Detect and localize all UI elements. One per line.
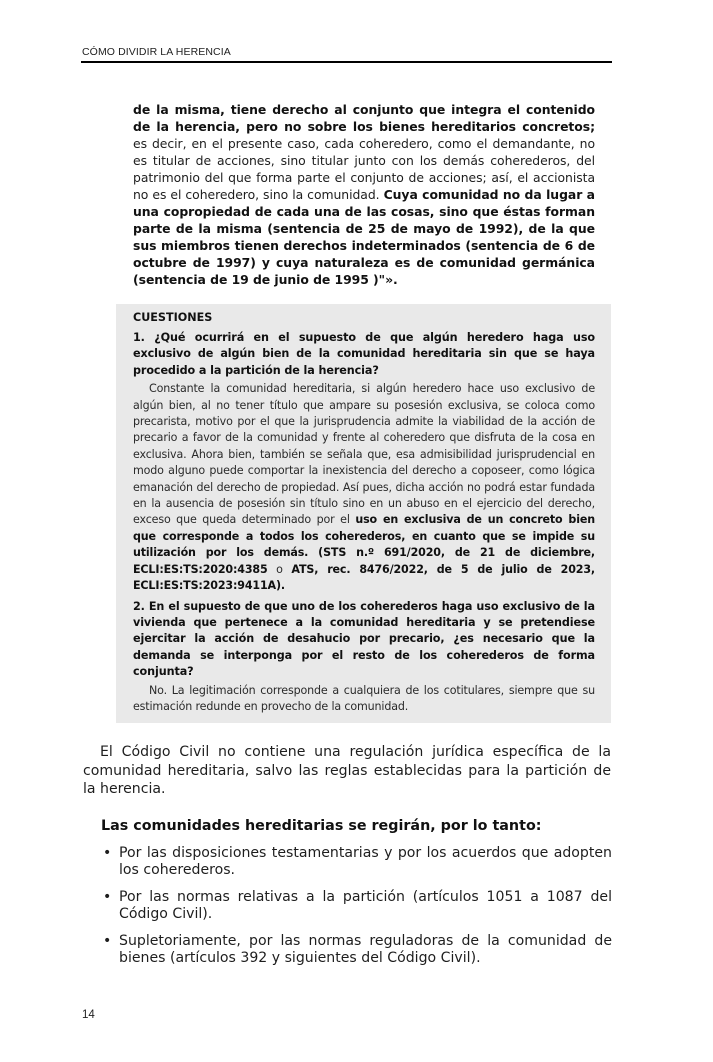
list-item-text: Por las normas relativas a la partición (artículos 1051 a 1087 del Código Civil). <box>119 888 612 923</box>
section-subheading: Las comunidades hereditarias se regirán, por lo tanto: <box>101 817 542 834</box>
cuestiones-title: CUESTIONES <box>133 311 213 324</box>
answer-1-bold: uso en exclusiva de un concreto bien que corresponde a todos los coherederos, en cuanto que se impide su utilización por los demás. (STS n.º 691/2020, de 21 de diciembre, ECLI:ES:TS:2020:4385 <box>133 513 595 576</box>
quote-bold-1: de la misma, tiene derecho al conjunto que integra el contenido de la herencia, pero no sobre los bienes hereditarios concretos; <box>133 102 595 134</box>
bullet-icon: • <box>103 932 112 949</box>
running-header <box>0 46 713 63</box>
quote-bold-2: Cuya comunidad no da lugar a una copropiedad de cada una de las cosas, sino que éstas forman parte de la misma (sentencia de 25 de mayo de 1992), de la que sus miembros tienen derechos indeterminados (sentencia de 6 de octubre de 1997) y cuya naturaleza es de comunidad germánica (sentencia de 19 de junio de 1995 )"». <box>133 187 595 287</box>
list-item-text: Supletoriamente, por las normas reguladoras de la comunidad de bienes (artículos 392 y siguientes del Código Civil). <box>119 932 612 967</box>
bullet-icon: • <box>103 844 112 861</box>
list-item <box>103 933 612 968</box>
page-number: 14 <box>82 1008 95 1021</box>
header-rule <box>81 61 612 63</box>
list-item-text: Por las disposiciones testamentarias y por los acuerdos que adopten los coherederos. <box>119 844 612 879</box>
quoted-judgment <box>133 101 595 288</box>
question-1: 1. ¿Qué ocurrirá en el supuesto de que algún heredero haga uso exclusivo de algún bien de la comunidad hereditaria sin que se haya procedido a la partición de la herencia? <box>133 331 595 377</box>
bullet-icon: • <box>103 888 112 905</box>
answer-1-bold-2: ATS, rec. 8476/2022, de 5 de julio de 2023, ECLI:ES:TS:2023:9411A). <box>133 562 595 593</box>
list-item <box>103 889 612 924</box>
answer-1-text: Constante la comunidad hereditaria, si algún heredero hace uso exclusivo de algún bien, al no tener título que ampare su posesión exclusiva, se coloca como precarista, motivo por el que la jurisprudencia admite la viabilidad de la acción de precario a favor de la comunidad y frente al coheredero que disfruta de la cosa en exclusiva. Ahora bien, también se señala que, esa admisibilidad jurisprudencial en modo alguno puede comportar la inexistencia del derecho a coposeer, como lógica emanación del derecho de propiedad. Así pues, dicha acción no podrá estar fundada en la ausencia de posesión sin título sino en un abuso en el ejercicio del derecho, exceso que queda determinado por el <box>133 382 595 527</box>
bullet-list <box>103 845 612 968</box>
body-paragraph: El Código Civil no contiene una regulación jurídica específica de la comunidad hereditaria, salvo las reglas establecidas para la partición de la herencia. <box>83 744 611 798</box>
answer-2: No. La legitimación corresponde a cualquiera de los cotitulares, siempre que su estimación redunde en provecho de la comunidad. <box>133 683 595 713</box>
quote-text-1: es decir, en el presente caso, cada coheredero, como el demandante, no es titular de acciones, sino titular junto con los demás coherederos, del patrimonio del que forma parte el conjunto de acciones; así, el accionista no es el coheredero, sino la comunidad. <box>133 136 595 202</box>
question-2: 2. En el supuesto de que uno de los coherederos haga uso exclusivo de la vivienda que pertenece a la comunidad hereditaria y se pretendiese ejercitar la acción de desahucio por precario, ¿es necesario que la demanda se interponga por el resto de los coherederos de forma conjunta? <box>133 599 595 679</box>
list-item <box>103 845 612 880</box>
answer-1 <box>133 381 595 594</box>
cuestiones-box <box>116 304 611 723</box>
running-title: CÓMO DIVIDIR LA HERENCIA <box>82 46 231 58</box>
answer-1-connector: o <box>267 562 292 576</box>
